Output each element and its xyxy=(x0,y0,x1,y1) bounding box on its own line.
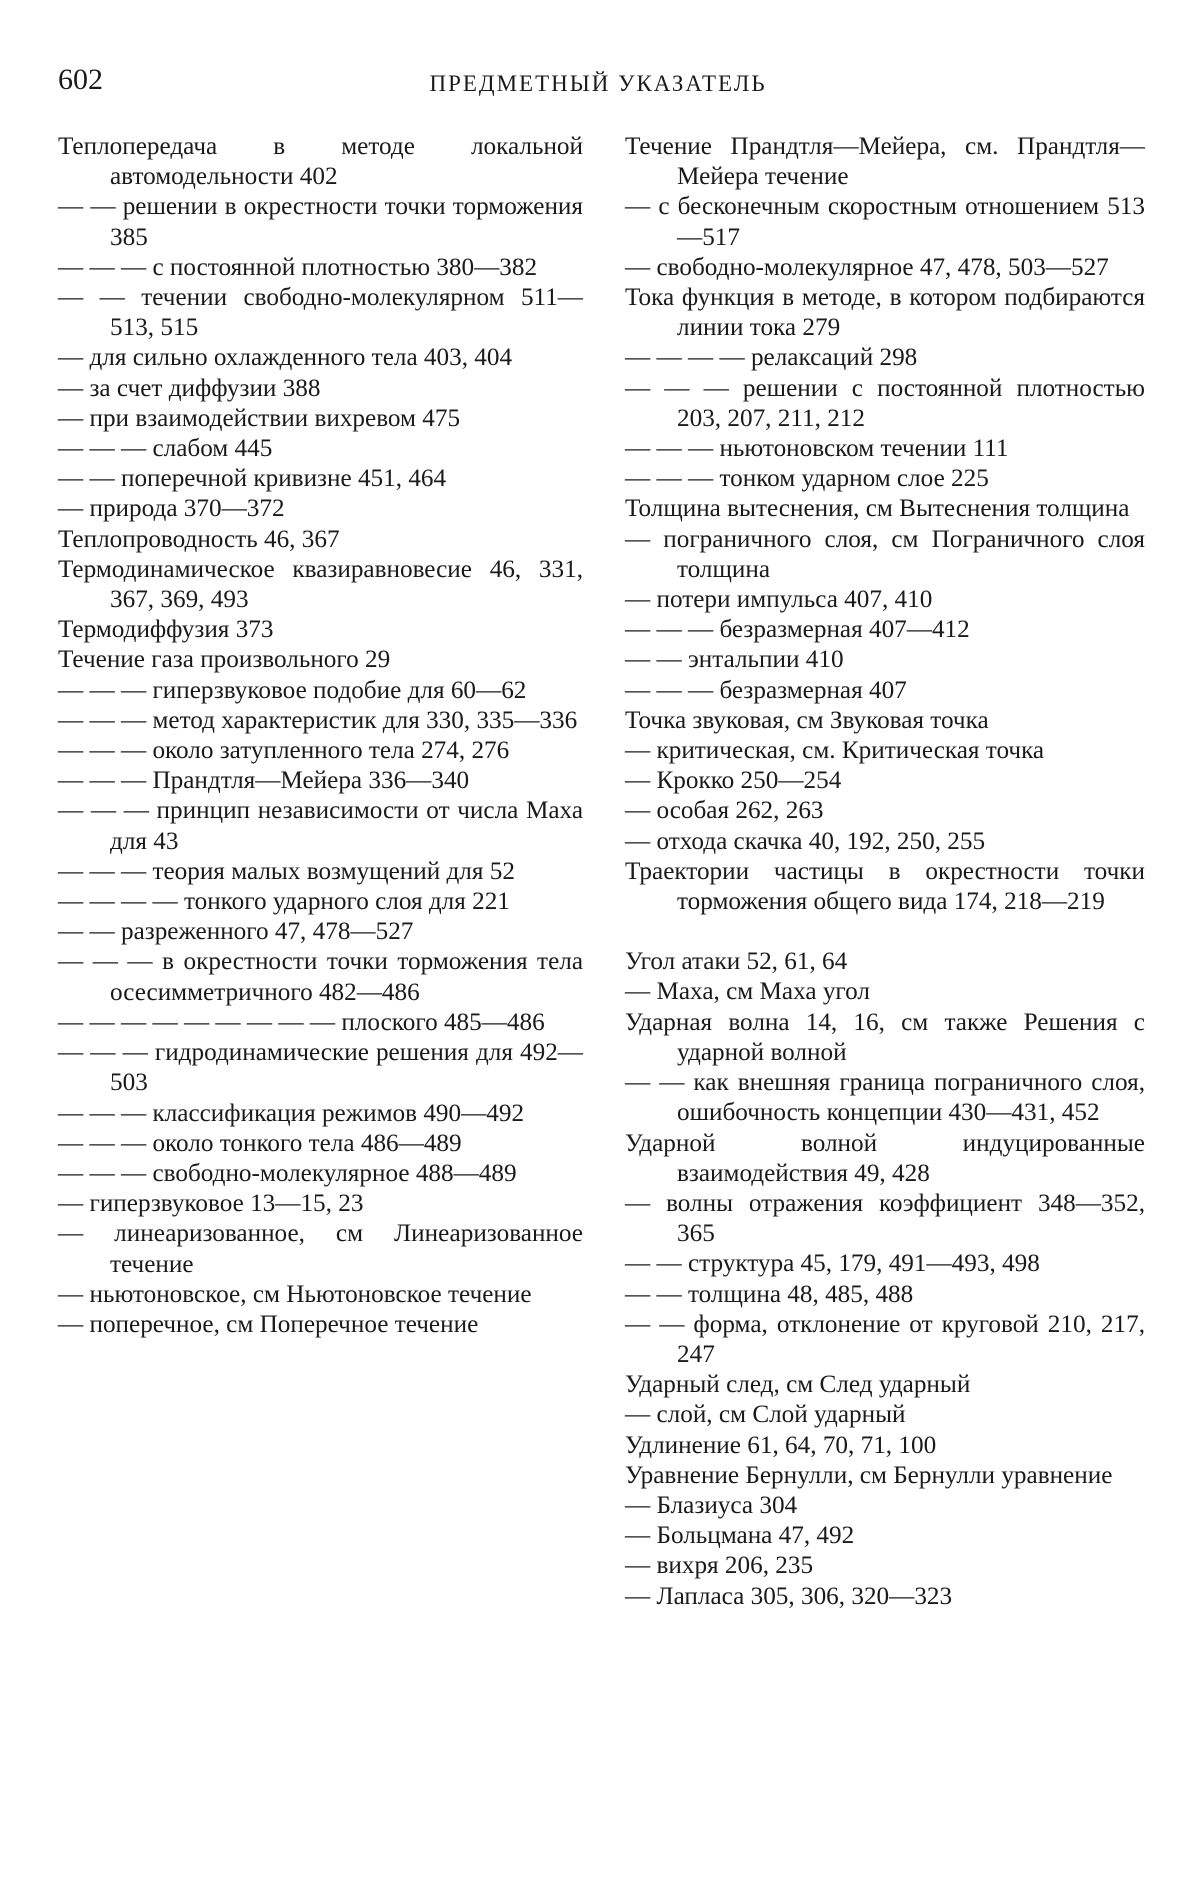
index-entry: — — разреженного 47, 478—527 xyxy=(58,918,414,946)
index-entry: — — — гиперзвуковое подобие для 60—62 xyxy=(58,676,527,704)
index-entry: — — — принцип независимости от числа Маха для 43 xyxy=(58,797,583,855)
index-entry: Термодинамическое квазиравновесие 46, 331, 367, 369, 493 xyxy=(58,555,583,614)
index-group-t xyxy=(625,132,1145,917)
index-entry: Ударной волной индуцированные взаимодействия 49, 428 xyxy=(625,1129,1145,1187)
index-entry: — Больцмана 47, 492 xyxy=(625,1522,855,1550)
index-entry: — — — — — — — — — плоского 485—486 xyxy=(58,1008,545,1036)
index-entry: Теплопередача в методе локальной автомодельности 402 xyxy=(58,133,583,191)
index-entry: — поперечное, см Поперечное течение xyxy=(58,1310,479,1338)
index-entry: — — — Прандтля—Мейера 336—340 xyxy=(58,767,470,795)
index-entry: — — — безразмерная 407—412 xyxy=(625,616,970,644)
index-entry: — с бесконечным скоростным отношением 513—517 xyxy=(625,193,1145,251)
index-entry: Течение газа произвольного 29 xyxy=(58,646,391,674)
index-entry: Точка звуковая, см Звуковая точка xyxy=(625,706,989,734)
page-header xyxy=(58,62,1138,102)
index-entry: — — форма, отклонение от круговой 210, 217, 247 xyxy=(625,1310,1145,1368)
index-column-right xyxy=(625,132,1145,1612)
index-entry: — — структура 45, 179, 491—493, 498 xyxy=(625,1250,1040,1278)
index-entry: — — течении свободно-молекулярном 511—513, 515 xyxy=(58,284,583,342)
page-title: ПРЕДМЕТНЫЙ УКАЗАТЕЛЬ xyxy=(429,71,767,96)
index-entry: — — толщина 48, 485, 488 xyxy=(625,1280,914,1308)
index-entry: — особая 262, 263 xyxy=(625,797,824,825)
index-entry: — — — в окрестности точки торможения тела осесимметричного 482—486 xyxy=(58,948,583,1006)
index-entry: — гиперзвуковое 13—15, 23 xyxy=(58,1190,364,1218)
index-entry: Толщина вытеснения, см Вытеснения толщина xyxy=(625,495,1130,523)
index-entry: — Крокко 250—254 xyxy=(625,767,842,795)
group-separator xyxy=(625,917,1145,947)
index-entry: — волны отражения коэффициент 348—352, 365 xyxy=(625,1189,1145,1248)
index-entry: — — — метод характеристик для 330, 335—336 xyxy=(58,706,578,734)
index-entry: — Маха, см Маха угол xyxy=(625,978,870,1006)
index-entry: — — — безразмерная 407 xyxy=(625,676,907,704)
index-entry: — — решении в окрестности точки торможения 385 xyxy=(58,193,583,251)
index-entry: — — — около тонкого тела 486—489 xyxy=(58,1129,462,1157)
index-entry: — ньютоновское, см Ньютоновское течение xyxy=(58,1280,532,1308)
index-entry: Удлинение 61, 64, 70, 71, 100 xyxy=(625,1431,937,1459)
index-group-u xyxy=(625,947,1145,1611)
index-column-left xyxy=(58,132,583,1340)
index-entry: — — — гидродинамические решения для 492—503 xyxy=(58,1039,583,1097)
index-entry: — — — ньютоновском течении 111 xyxy=(625,435,1009,463)
index-entry: — критическая, см. Критическая точка xyxy=(625,737,1045,765)
index-entry: — слой, см Слой ударный xyxy=(625,1401,906,1429)
index-entry: Угол атаки 52, 61, 64 xyxy=(625,948,848,976)
index-entry: — вихря 206, 235 xyxy=(625,1552,814,1580)
index-entry: — пограничного слоя, см Пограничного слоя толщина xyxy=(625,525,1145,583)
index-entry: — при взаимодействии вихревом 475 xyxy=(58,404,461,432)
index-entry: Ударный след, см След ударный xyxy=(625,1371,971,1399)
index-entry: — природа 370—372 xyxy=(58,495,285,523)
index-entry: — — как внешняя граница пограничного слоя, ошибочность концепции 430—431, 452 xyxy=(625,1069,1145,1127)
index-entry: — — — — релаксаций 298 xyxy=(625,344,918,372)
index-entry: — — энтальпии 410 xyxy=(625,646,844,674)
index-entry: — линеаризованное, см Линеаризованное течение xyxy=(58,1220,583,1278)
index-entry: — — — свободно-молекулярное 488—489 xyxy=(58,1159,517,1187)
index-entry: — — — — тонкого ударного слоя для 221 xyxy=(58,888,510,916)
index-entry: Тока функция в методе, в котором подбираются линии тока 279 xyxy=(625,284,1145,342)
index-entry: — для сильно охлажденного тела 403, 404 xyxy=(58,344,513,372)
index-entry: Траектории частицы в окрестности точки торможения общего вида 174, 218—219 xyxy=(625,857,1145,916)
index-entry: Теплопроводность 46, 367 xyxy=(58,525,340,553)
index-entry: Термодиффузия 373 xyxy=(58,616,274,644)
index-entry: — Лапласа 305, 306, 320—323 xyxy=(625,1582,953,1610)
index-entry: — отхода скачка 40, 192, 250, 255 xyxy=(625,827,986,855)
index-entry: — свободно-молекулярное 47, 478, 503—527 xyxy=(625,253,1109,281)
page-number: 602 xyxy=(58,63,103,96)
index-entry: — потери импульса 407, 410 xyxy=(625,586,933,614)
index-entry: — — — теория малых возмущений для 52 xyxy=(58,857,515,885)
index-entry: — за счет диффузии 388 xyxy=(58,374,321,402)
index-entry: Ударная волна 14, 16, см также Решения с ударной волной xyxy=(625,1008,1145,1066)
index-entry: — — — классификация режимов 490—492 xyxy=(58,1099,525,1127)
index-entry: — — — тонком ударном слое 225 xyxy=(625,465,989,493)
index-entry: — Блазиуса 304 xyxy=(625,1491,798,1519)
index-entry: — — — слабом 445 xyxy=(58,435,273,463)
index-entry: Течение Прандтля—Мейера, см. Прандтля—Мейера течение xyxy=(625,133,1145,191)
index-entry: — — — около затупленного тела 274, 276 xyxy=(58,737,510,765)
index-entry: — — — с постоянной плотностью 380—382 xyxy=(58,253,538,281)
index-entry: — — — решении с постоянной плотностью 203, 207, 211, 212 xyxy=(625,374,1145,432)
index-entry: — — поперечной кривизне 451, 464 xyxy=(58,465,447,493)
index-entry: Уравнение Бернулли, см Бернулли уравнение xyxy=(625,1461,1113,1489)
